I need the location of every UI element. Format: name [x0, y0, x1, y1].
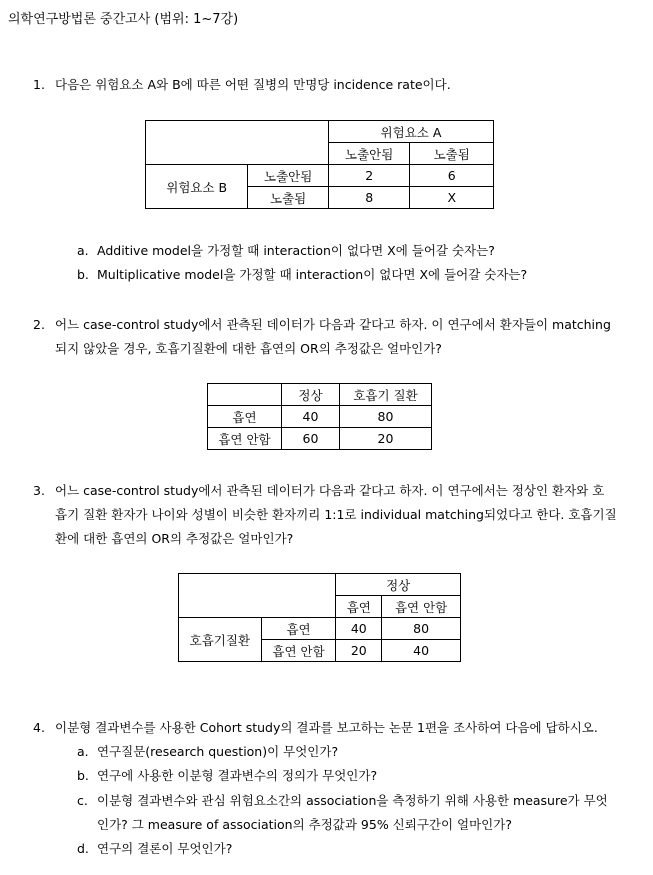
q2-table [207, 383, 432, 450]
q2-cell: 20 [340, 428, 432, 450]
q2-table-corner [208, 384, 282, 406]
q3-row-header: 흡연 안함 [261, 640, 336, 662]
q1-row-header: 노출안됨 [248, 165, 329, 187]
q3-cell: 40 [336, 618, 382, 640]
q4c-text: 이분형 결과변수와 관심 위험요소간의 association을 측정하기 위해 사용한 measure가 무엇 [97, 793, 608, 808]
q1-cell-x: X [410, 187, 494, 209]
q1b-label: b. [77, 267, 89, 282]
q2-row-header: 흡연 [208, 406, 282, 428]
q3-row-header: 흡연 [261, 618, 336, 640]
q1-row-header: 노출됨 [248, 187, 329, 209]
q3-col-header: 흡연 안함 [382, 596, 461, 618]
q1-cell: 8 [328, 187, 410, 209]
q3-number: 3. [33, 483, 45, 498]
q3-cell: 40 [382, 640, 461, 662]
q1a-label: a. [77, 243, 89, 258]
q3-row-group: 호흡기질환 [179, 618, 262, 662]
q4b-label: b. [77, 768, 89, 783]
q1-cell: 6 [410, 165, 494, 187]
q1-col-header: 노출됨 [410, 143, 494, 165]
q3-col-header: 흡연 [336, 596, 382, 618]
q1-col-header: 노출안됨 [328, 143, 410, 165]
q4c-label: c. [77, 793, 88, 808]
q2-col-header: 호흡기 질환 [340, 384, 432, 406]
q2-number: 2. [33, 317, 45, 332]
q2-cell: 40 [282, 406, 340, 428]
q3-line1: 어느 case-control study에서 관측된 데이터가 다음과 같다고 하자. 이 연구에서는 정상인 환자와 호 [55, 483, 605, 498]
q4a-label: a. [77, 744, 89, 759]
page-title: 의학연구방법론 중간고사 (범위: 1~7강) [8, 12, 239, 27]
q1-col-group: 위험요소 A [328, 121, 493, 143]
q4d-label: d. [77, 841, 89, 856]
q4-text: 이분형 결과변수를 사용한 Cohort study의 결과를 보고하는 논문 1편을 조사하여 다음에 답하시오. [55, 720, 598, 735]
q4-number: 4. [33, 720, 45, 735]
q2-line2: 되지 않았을 경우, 호흡기질환에 대한 흡연의 OR의 추정값은 얼마인가? [55, 341, 442, 356]
q2-cell: 80 [340, 406, 432, 428]
q3-col-group: 정상 [336, 574, 461, 596]
q1-table-corner [146, 121, 329, 165]
q1b-text: Multiplicative model을 가정할 때 interaction이 없다면 X에 들어갈 숫자는? [97, 267, 528, 282]
q4c-text2: 인가? 그 measure of association의 추정값과 95% 신뢰구간이 얼마인가? [97, 817, 512, 832]
q1-cell: 2 [328, 165, 410, 187]
q3-table-corner [179, 574, 336, 618]
q3-line2: 흡기 질환 환자가 나이와 성별이 비슷한 환자끼리 1:1로 individual matching되었다고 한다. 호흡기질 [55, 507, 617, 522]
q1-text: 다음은 위험요소 A와 B에 따른 어떤 질병의 만명당 incidence rate이다. [55, 77, 451, 92]
q3-cell: 20 [336, 640, 382, 662]
q3-cell: 80 [382, 618, 461, 640]
q1-row-group: 위험요소 B [146, 165, 248, 209]
q1-table [145, 120, 494, 209]
q1-number: 1. [33, 77, 45, 92]
q2-col-header: 정상 [282, 384, 340, 406]
q3-table [178, 573, 461, 662]
q2-row-header: 흡연 안함 [208, 428, 282, 450]
q4d-text: 연구의 결론이 무엇인가? [97, 841, 233, 856]
q4a-text: 연구질문(research question)이 무엇인가? [97, 744, 339, 759]
q3-line3: 환에 대한 흡연의 OR의 추정값은 얼마인가? [55, 531, 294, 546]
q2-line1: 어느 case-control study에서 관측된 데이터가 다음과 같다고 하자. 이 연구에서 환자들이 matching [55, 317, 611, 332]
q2-cell: 60 [282, 428, 340, 450]
q1a-text: Additive model을 가정할 때 interaction이 없다면 X에 들어갈 숫자는? [97, 243, 495, 258]
q4b-text: 연구에 사용한 이분형 결과변수의 정의가 무엇인가? [97, 768, 378, 783]
